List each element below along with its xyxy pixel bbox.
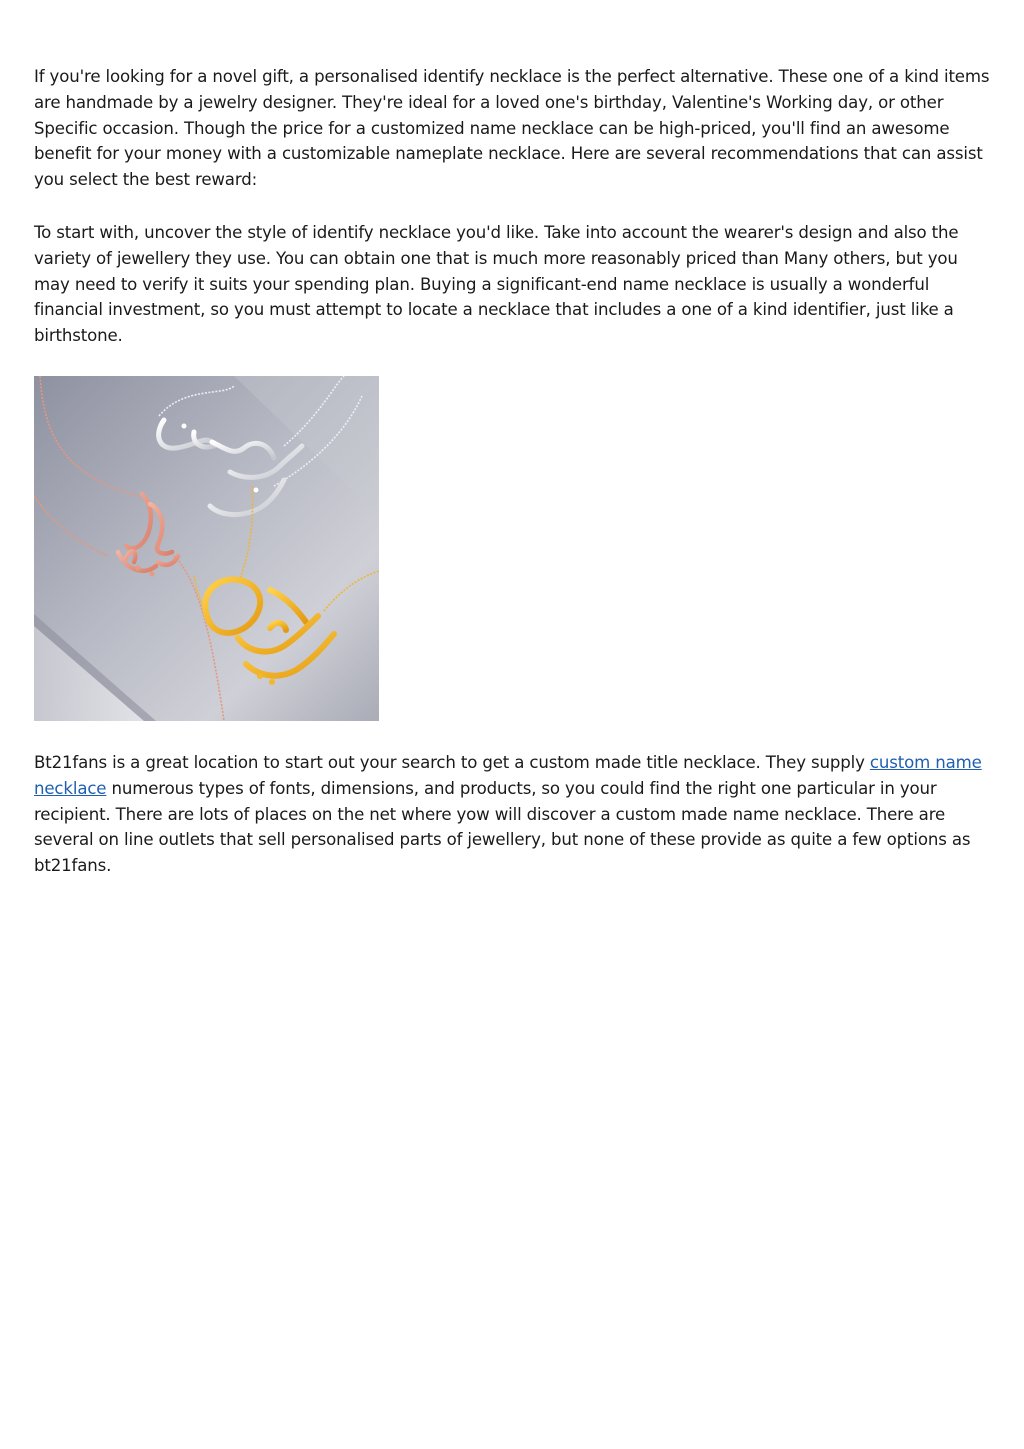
paragraph-style-advice: To start with, uncover the style of identify necklace you'd like. Take into account the wearer's design and also the variety of jewellery they use. You can obtain one that is much more reasonably priced than Many others, but you may need to verify it suits your spending plan. Buying a significant-end name necklace is usually a wonderful financial investment, so you must attempt to locate a necklace that includes a one of a kind identifier, just like a birthstone. (34, 222, 959, 346)
paragraph-3-text-after-link: numerous types of fonts, dimensions, and products, so you could find the right one particular in your recipient. There are lots of places on the net where yow will discover a custom made name necklace. There are several on line outlets that sell personalised parts of jewellery, but none of these provide as quite a few options as bt21fans. (34, 778, 971, 876)
document-page (34, 64, 994, 879)
paragraph-3-text-before-link: Bt21fans is a great location to start out your search to get a custom made title necklace. They supply (34, 752, 870, 772)
paragraph-bt21fans (34, 750, 994, 879)
custom-name-necklace-link[interactable]: custom name necklace (34, 752, 982, 798)
necklace-photo (34, 376, 379, 721)
paragraph-intro: If you're looking for a novel gift, a personalised identify necklace is the perfect alternative. These one of a kind items are handmade by a jewelry designer. They're ideal for a loved one's birthday, Valentine's Working day, or other Specific occasion. Though the price for a customized name necklace can be high-priced, you'll find an awesome benefit for your money with a customizable nameplate necklace. Here are several recommendations that can assist you select the best reward: (34, 67, 990, 190)
